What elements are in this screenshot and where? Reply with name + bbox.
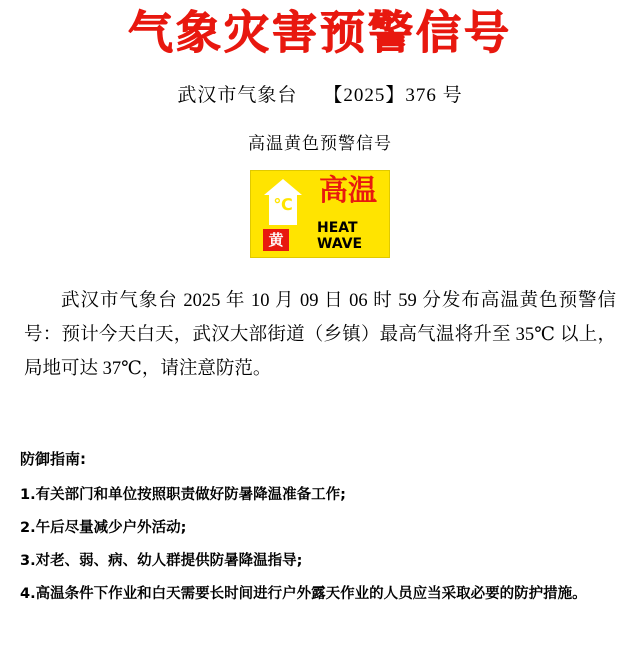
icon-left-panel (251, 171, 315, 257)
list-item: 1.有关部门和单位按照职责做好防暑降温准备工作; (20, 487, 346, 504)
signal-name: 高温黄色预警信号 (248, 133, 392, 153)
icon-right-panel (315, 171, 389, 257)
list-item: 3.对老、弱、病、幼人群提供防暑降温指导; (20, 553, 303, 570)
warning-icon-container (18, 170, 622, 258)
warning-document-page (0, 8, 640, 651)
thermometer-house-icon (264, 179, 302, 225)
icon-category-cn: 高温 (319, 172, 378, 207)
issuer-line (18, 80, 622, 107)
degree-symbol: ℃ (273, 194, 293, 214)
guide-title: 防御指南: (20, 450, 86, 469)
list-item: 2.午后尽量减少户外活动; (20, 520, 187, 537)
issuer-name: 武汉市气象台 (177, 84, 298, 106)
list-item: 4.高温条件下作业和白天需要长时间进行户外露天作业的人员应当采取必要的防护措施。 (20, 585, 587, 602)
document-number: 【2025】376 号 (323, 84, 463, 106)
house-roof-shape (264, 179, 302, 195)
level-badge: 黄 (263, 229, 289, 251)
icon-category-en: HEAT WAVE (317, 219, 363, 252)
heat-wave-warning-icon (250, 170, 390, 258)
page-title: 气象灾害预警信号 (127, 6, 512, 59)
warning-body-text: 武汉市气象台 2025 年 10 月 09 日 06 时 59 分发布高温黄色预警信号：预计今天白天，武汉大部街道（乡镇）最高气温将升至 35℃ 以上，局地可达 37℃，请注意防范。 (24, 290, 616, 379)
guide-list (18, 483, 622, 607)
